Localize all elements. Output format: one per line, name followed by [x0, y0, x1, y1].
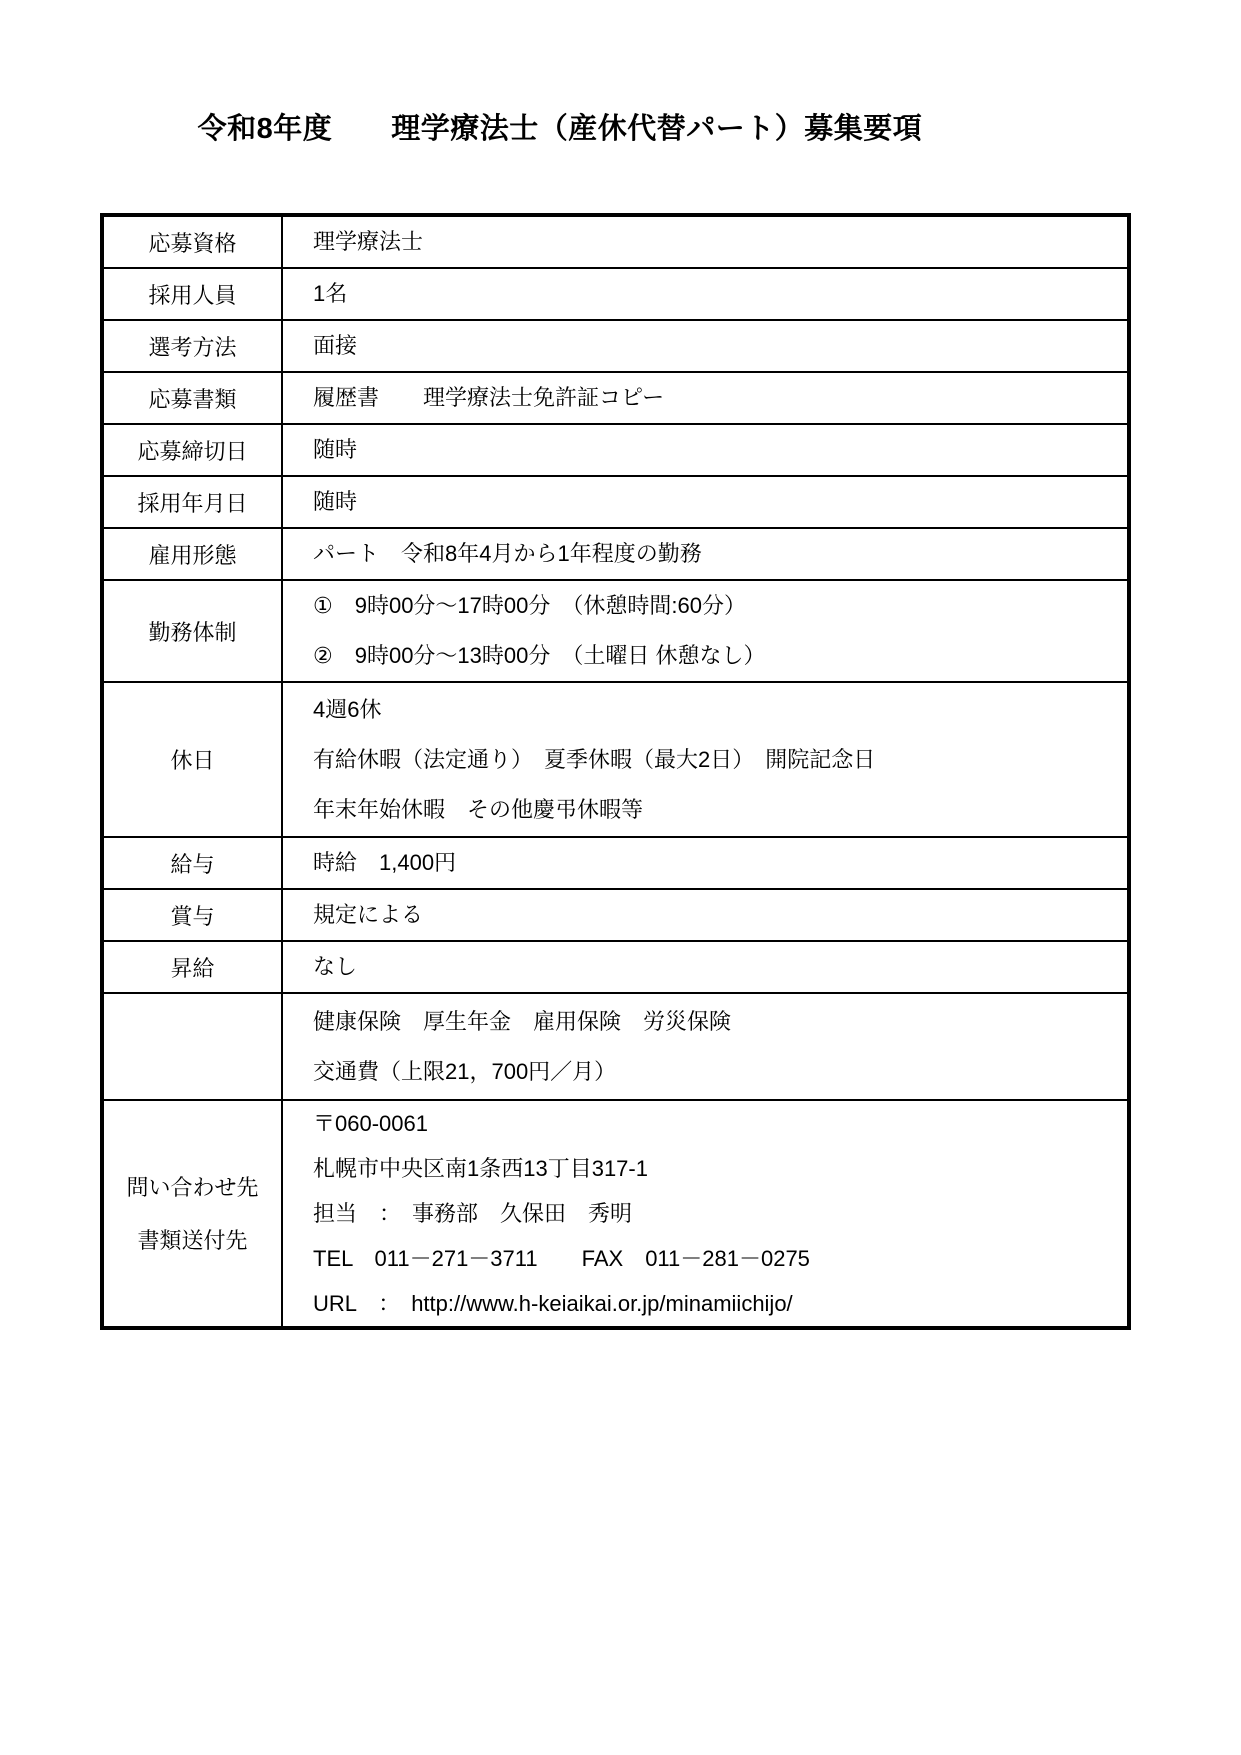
row-value-benefits [282, 993, 1129, 1100]
value-line: 交通費（上限21，700円／月） [313, 1058, 617, 1084]
table-row-qualification [102, 215, 1129, 268]
value-line: 規定による [313, 902, 424, 927]
table-row-employment-type [102, 528, 1129, 580]
contact-label-line: 書類送付先 [137, 1227, 248, 1253]
row-label-employment-type: 雇用形態 [102, 528, 282, 580]
row-value-hire-date [282, 476, 1129, 528]
value-line: 随時 [313, 437, 358, 462]
value-line: 有給休暇（法定通り） 夏季休暇（最大2日） 開院記念日 [313, 746, 876, 772]
table-row-work-schedule [102, 580, 1129, 682]
row-label-selection-method: 選考方法 [102, 320, 282, 372]
row-value-work-schedule [282, 580, 1129, 682]
postal-code-line: 〒060-0061 [313, 1111, 428, 1136]
table-row-selection-method [102, 320, 1129, 372]
value-line: 年末年始休暇 その他慶弔休暇等 [313, 796, 644, 822]
value-line: 4週6休 [313, 696, 382, 722]
address-line: 札幌市中央区南1条西13丁目317-1 [313, 1156, 648, 1181]
value-line: 随時 [313, 489, 358, 514]
row-label-holidays: 休日 [102, 682, 282, 837]
table-row-contact [102, 1100, 1129, 1328]
row-value-selection-method [282, 320, 1129, 372]
row-label-application-deadline: 応募締切日 [102, 424, 282, 476]
value-line: なし [313, 954, 358, 979]
table-row-benefits [102, 993, 1129, 1100]
tel-fax-line: TEL 011－271－3711 FAX 011－281－0275 [313, 1246, 810, 1271]
value-line: 時給 1,400円 [313, 850, 457, 875]
table-row-bonus [102, 889, 1129, 941]
table-row-application-deadline [102, 424, 1129, 476]
row-label-headcount: 採用人員 [102, 268, 282, 320]
row-value-headcount [282, 268, 1129, 320]
value-line: 理学療法士 [313, 229, 424, 254]
row-value-employment-type [282, 528, 1129, 580]
row-value-qualification [282, 215, 1129, 268]
recruitment-table [100, 213, 1131, 1330]
row-label-bonus: 賞与 [102, 889, 282, 941]
row-value-raise [282, 941, 1129, 993]
value-line: 面接 [313, 333, 358, 358]
table-row-holidays [102, 682, 1129, 837]
table-row-hire-date [102, 476, 1129, 528]
row-value-bonus [282, 889, 1129, 941]
contact-person-line: 担当 ： 事務部 久保田 秀明 [313, 1201, 633, 1226]
value-line: ① 9時00分～17時00分 （休憩時間:60分） [313, 593, 746, 618]
value-line: 1名 [313, 281, 348, 306]
row-value-contact [282, 1100, 1129, 1328]
row-label-qualification: 応募資格 [102, 215, 282, 268]
document-title: 令和8年度 理学療法士（産休代替パート）募集要項 [197, 113, 923, 145]
value-line: パート 令和8年4月から1年程度の勤務 [313, 541, 702, 566]
row-label-raise: 昇給 [102, 941, 282, 993]
value-line: 健康保険 厚生年金 雇用保険 労災保険 [313, 1008, 732, 1034]
url-line: URL ： http://www.h-keiaikai.or.jp/minamiichijo/ [313, 1291, 793, 1316]
table-row-raise [102, 941, 1129, 993]
row-value-application-deadline [282, 424, 1129, 476]
row-label-application-documents: 応募書類 [102, 372, 282, 424]
row-label-work-schedule: 勤務体制 [102, 580, 282, 682]
table-row-headcount [102, 268, 1129, 320]
row-label-contact [102, 1100, 282, 1328]
row-label-salary: 給与 [102, 837, 282, 889]
row-value-salary [282, 837, 1129, 889]
table-row-salary [102, 837, 1129, 889]
row-label-benefits-empty [102, 993, 282, 1100]
row-value-holidays [282, 682, 1129, 837]
row-label-hire-date: 採用年月日 [102, 476, 282, 528]
value-line: ② 9時00分～13時00分 （土曜日 休憩なし） [313, 643, 766, 668]
contact-label-line: 問い合わせ先 [126, 1174, 259, 1200]
table-row-application-documents [102, 372, 1129, 424]
value-line: 履歴書 理学療法士免許証コピー [313, 385, 665, 410]
row-value-application-documents [282, 372, 1129, 424]
